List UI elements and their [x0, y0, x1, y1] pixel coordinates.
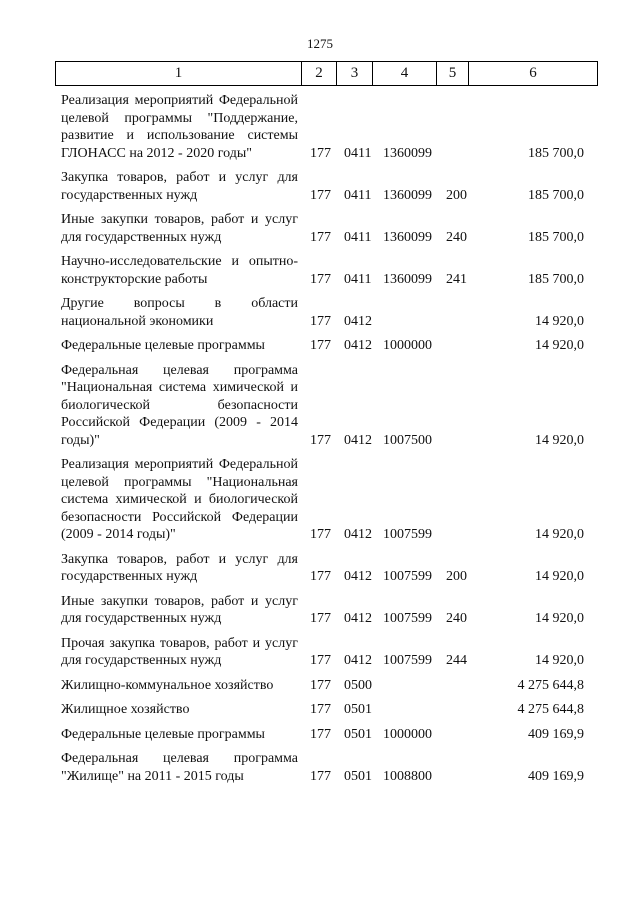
row-amount: 4 275 644,8 [517, 702, 584, 717]
table-row [0, 92, 640, 162]
row-code-expense: 240 [446, 229, 467, 245]
row-code-section: 0411 [344, 145, 372, 161]
row-amount: 4 275 644,8 [517, 677, 584, 693]
row-name: Иные закупки товаров, работ и услуг для государственных нужд [61, 593, 298, 626]
header-col-6: 6 [529, 65, 537, 81]
row-code-section: 0411 [344, 229, 372, 245]
table-row [0, 593, 640, 628]
table-row [0, 337, 640, 355]
row-code-admin: 177 [310, 338, 331, 353]
table-row [0, 726, 640, 744]
row-code-admin: 177 [310, 768, 331, 784]
row-code-expense: 200 [446, 569, 467, 584]
table-row [0, 169, 640, 204]
table-row [0, 253, 640, 288]
row-code-target: 1008800 [383, 768, 432, 784]
row-amount: 185 700,0 [528, 229, 584, 245]
row-code-admin: 177 [310, 569, 331, 584]
row-code-section: 0412 [344, 527, 372, 542]
row-amount: 14 920,0 [535, 432, 584, 448]
header-col-3: 3 [337, 62, 373, 85]
table-row [0, 701, 640, 719]
row-code-target: 1007599 [383, 611, 432, 626]
row-code-target: 1360099 [383, 271, 432, 287]
row-code-admin: 177 [310, 229, 331, 245]
table-row [0, 635, 640, 670]
header-col-5: 5 [437, 62, 469, 85]
row-code-admin: 177 [310, 527, 331, 542]
row-code-target: 1000000 [383, 338, 432, 353]
row-code-expense: 244 [446, 653, 467, 668]
row-code-target: 1007599 [383, 527, 432, 542]
row-code-target: 1007500 [383, 432, 432, 448]
row-code-admin: 177 [310, 313, 331, 329]
row-code-section: 0412 [344, 432, 372, 448]
row-code-target: 1007599 [383, 653, 432, 668]
row-code-admin: 177 [310, 611, 331, 626]
row-code-section: 0412 [344, 313, 372, 329]
row-name: Федеральные целевые программы [61, 726, 265, 742]
row-amount: 14 920,0 [535, 313, 584, 329]
row-amount: 14 920,0 [535, 527, 584, 542]
row-code-target: 1360099 [383, 145, 432, 161]
row-amount: 14 920,0 [535, 653, 584, 668]
row-amount: 185 700,0 [528, 145, 584, 161]
table-row [0, 362, 640, 450]
row-name: Реализация мероприятий Федеральной целевой программы "Поддержание, развитие и использование системы ГЛОНАСС на 2012 - 2020 годы" [61, 93, 298, 161]
row-code-section: 0411 [344, 271, 372, 287]
row-name: Научно-исследовательские и опытно-конструкторские работы [61, 254, 298, 287]
budget-table [0, 92, 640, 792]
row-code-admin: 177 [310, 726, 331, 742]
row-code-section: 0501 [344, 702, 372, 717]
row-name: Закупка товаров, работ и услуг для государственных нужд [61, 551, 298, 584]
header-col-4: 4 [373, 62, 437, 85]
row-amount: 409 169,9 [528, 768, 584, 784]
header-col-1: 1 [56, 62, 302, 85]
row-code-admin: 177 [310, 432, 331, 448]
row-code-section: 0412 [344, 338, 372, 353]
row-code-admin: 177 [310, 702, 331, 717]
table-header [55, 61, 598, 86]
row-name: Жилищное хозяйство [61, 702, 190, 717]
header-col-2: 2 [302, 62, 337, 85]
row-amount: 185 700,0 [528, 271, 584, 287]
row-code-section: 0501 [344, 768, 372, 784]
row-name: Федеральная целевая программа "Жилище" на 2011 - 2015 годы [61, 751, 298, 784]
table-row [0, 551, 640, 586]
row-code-admin: 177 [310, 145, 331, 161]
table-row [0, 456, 640, 544]
row-code-section: 0500 [344, 677, 372, 693]
row-amount: 185 700,0 [528, 187, 584, 203]
row-code-target: 1007599 [383, 569, 432, 584]
row-name: Федеральные целевые программы [61, 338, 265, 353]
page-number: 1275 [307, 36, 333, 51]
table-row [0, 211, 640, 246]
row-code-section: 0411 [344, 187, 372, 203]
row-code-expense: 240 [446, 611, 467, 626]
row-code-section: 0412 [344, 569, 372, 584]
row-name: Другие вопросы в области национальной экономики [61, 296, 298, 329]
row-name: Жилищно-коммунальное хозяйство [61, 677, 274, 693]
row-name: Прочая закупка товаров, работ и услуг для государственных нужд [61, 635, 298, 668]
row-code-target: 1000000 [383, 726, 432, 742]
table-row [0, 750, 640, 785]
row-name: Закупка товаров, работ и услуг для государственных нужд [61, 170, 298, 203]
row-amount: 14 920,0 [535, 611, 584, 626]
row-code-section: 0412 [344, 611, 372, 626]
row-code-target: 1360099 [383, 187, 432, 203]
row-amount: 14 920,0 [535, 569, 584, 584]
row-code-target: 1360099 [383, 229, 432, 245]
table-row [0, 295, 640, 330]
row-code-section: 0412 [344, 653, 372, 668]
row-code-section: 0501 [344, 726, 372, 742]
row-amount: 409 169,9 [528, 726, 584, 742]
table-row [0, 677, 640, 695]
row-code-expense: 200 [446, 187, 467, 203]
row-name: Федеральная целевая программа "Национальная система химической и биологической безопасности Российской Федерации (2009 - 2014 годы)" [61, 362, 298, 448]
row-name: Иные закупки товаров, работ и услуг для государственных нужд [61, 212, 298, 245]
row-code-expense: 241 [446, 271, 467, 287]
row-amount: 14 920,0 [535, 338, 584, 353]
row-name: Реализация мероприятий Федеральной целевой программы "Национальная система химической и биологической безопасности Российской Федерации (2009 - 2014 годы)" [61, 457, 298, 542]
row-code-admin: 177 [310, 653, 331, 668]
row-code-admin: 177 [310, 271, 331, 287]
row-code-admin: 177 [310, 677, 331, 693]
row-code-admin: 177 [310, 187, 331, 203]
